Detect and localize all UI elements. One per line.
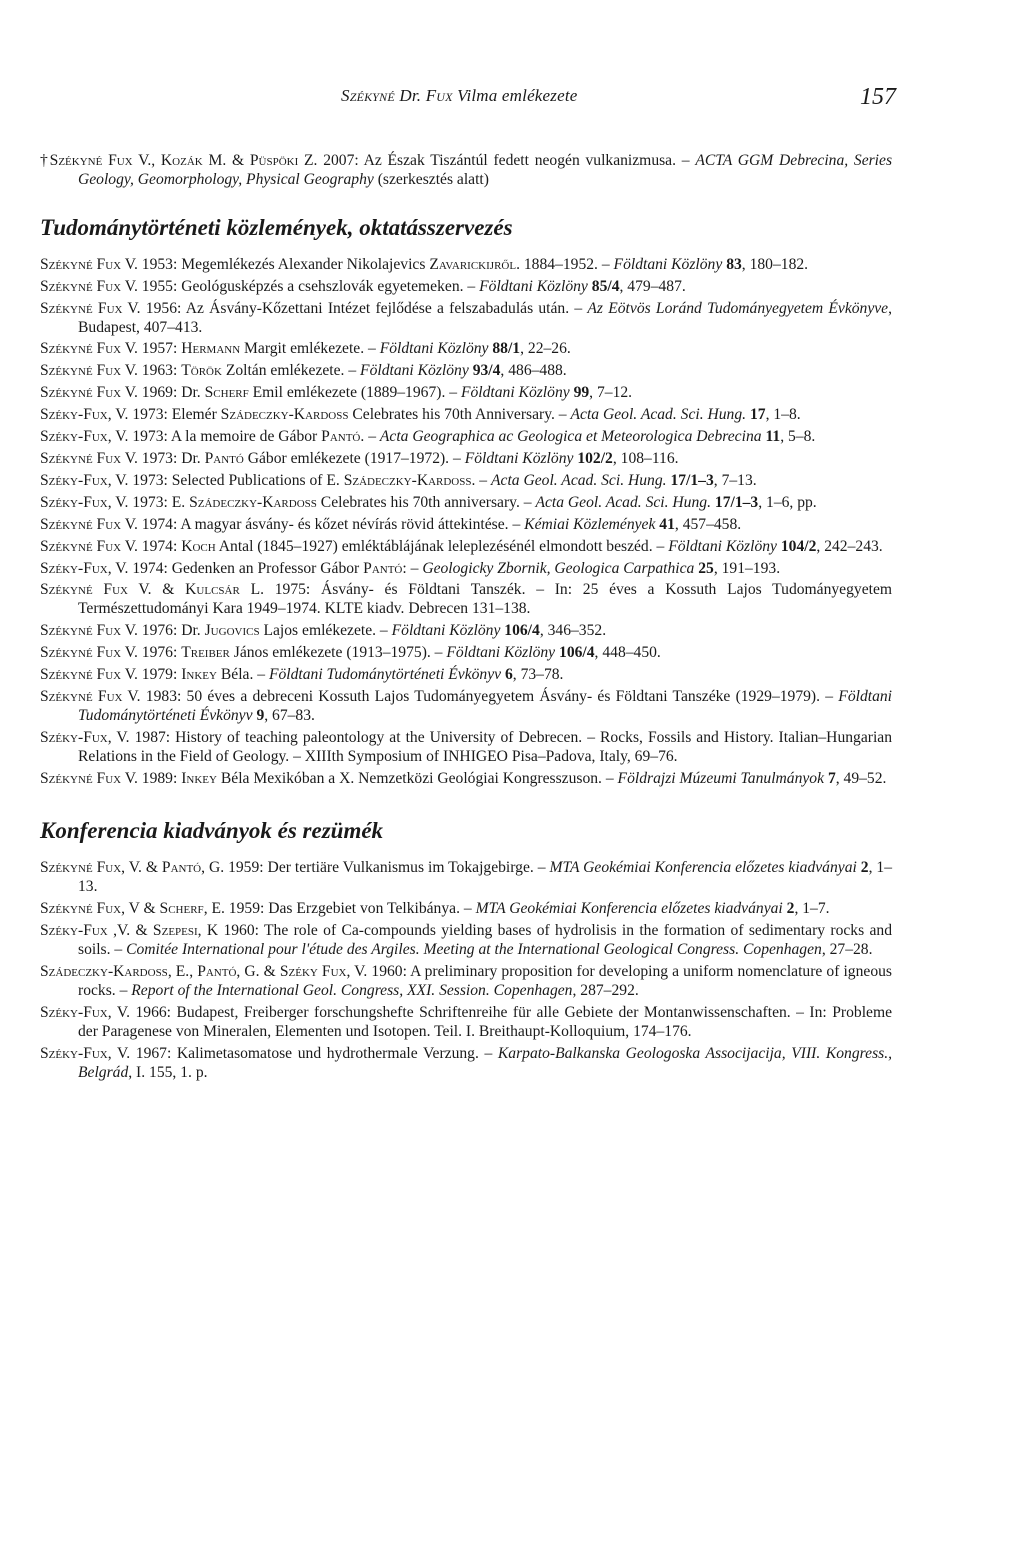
ref-volume: 106/4 <box>559 644 595 662</box>
running-head <box>341 86 578 106</box>
reference-entry <box>40 644 892 663</box>
ref-author: Széky-Fux <box>40 493 108 511</box>
ref-author: Jugovics <box>204 622 260 640</box>
reference-entry <box>40 666 892 685</box>
ref-author: Székyné Fux <box>40 255 122 273</box>
ref-journal: Karpato-Balkanska Geologoska Associjacija, VIII. Kongress., Belgrád <box>78 1044 892 1081</box>
ref-volume: 83 <box>726 255 742 273</box>
ref-author: Széky-Fux <box>40 406 108 424</box>
ref-journal: Földtani Közlöny <box>479 277 588 295</box>
ref-journal: Földtani Közlöny <box>460 384 570 402</box>
ref-text: V. 1976: <box>121 644 182 662</box>
ref-volume: 106/4 <box>504 622 540 640</box>
ref-text: : – <box>402 559 423 577</box>
ref-author: Székyné Fux <box>40 900 122 918</box>
ref-text: . – <box>471 471 491 489</box>
reference-entry <box>40 963 892 1001</box>
ref-author: Szádeczky-Kardoss <box>189 493 317 511</box>
ref-author: Széky-Fux <box>40 559 108 577</box>
ref-journal: Kémiai Közlemények <box>524 515 656 533</box>
dagger-mark: † <box>40 152 50 169</box>
ref-journal: Comitée International pour l'étude des Argiles. Meeting at the International Geological Congress. Copenhagen <box>126 941 822 959</box>
ref-journal: Acta Geographica ac Geologica et Meteorologica Debrecina <box>379 428 762 446</box>
ref-text: , V. 1973: Selected Publications of E. <box>107 471 344 489</box>
ref-text: Margit emlékezete. – <box>240 340 380 358</box>
reference-entry <box>40 256 892 275</box>
ref-volume: 7 <box>827 769 836 787</box>
ref-author: Pantó <box>204 449 244 467</box>
reference-entry <box>40 472 892 491</box>
ref-text: , 49–52. <box>835 769 887 787</box>
ref-text: Béla. – <box>216 666 269 684</box>
ref-text: , 67–83. <box>264 706 315 724</box>
ref-text: , 108–116. <box>612 449 679 467</box>
ref-journal: Az Eötvös Loránd Tudományegyetem Évkönyve <box>587 299 889 317</box>
ref-author: Széky Fux <box>279 963 347 980</box>
ref-text: , V. 1974: Gedenken an Professor Gábor <box>107 559 364 577</box>
ref-text: , 479–487. <box>619 277 686 295</box>
ref-author: Scherf <box>204 384 249 402</box>
ref-text: Béla Mexikóban a X. Nemzetközi Geológiai Kongresszuson. – <box>216 769 618 787</box>
ref-text: , 5–8. <box>780 428 816 446</box>
ref-text: , 242–243. <box>816 537 883 555</box>
ref-author: Inkey <box>181 769 217 787</box>
ref-text: , 287–292. <box>572 981 639 999</box>
sections-container <box>40 214 892 1083</box>
ref-author: Zavarickijről <box>429 255 517 273</box>
ref-journal: Report of the International Geol. Congress, XXI. Session. Copenhagen <box>131 981 573 999</box>
ref-text: 2007: Az Észak Tiszántúl fedett neogén vulkanizmusa. – <box>317 152 696 169</box>
ref-author: Székyné Fux <box>40 515 122 533</box>
ref-text: V. & <box>127 581 186 599</box>
ref-volume: 17/1–3 <box>714 493 759 511</box>
reference-entry <box>40 729 892 767</box>
ref-journal: Földtani Közlöny <box>360 362 469 380</box>
ref-text: , G. & <box>236 963 280 980</box>
ref-author: Székyné Fux <box>40 277 122 295</box>
ref-author: Pantó <box>197 963 237 980</box>
ref-author: Pantó <box>321 428 361 446</box>
ref-text: V. 1957: <box>121 340 182 358</box>
ref-text: , V & <box>121 900 160 918</box>
ref-text: Gábor emlékezete (1917–1972). – <box>243 449 465 467</box>
ref-volume: 85/4 <box>591 277 620 295</box>
reference-entry <box>40 384 892 403</box>
ref-text: , V. 1966: Budapest, Freiberger forschungshefte Schriftenreihe für alle Gebiete der Montanwissenschaften. – In: Probleme der Paragenese von Mineralen, Elementen und Isotopen. Teil. I. Breithaupt-Kolloquium, 174–176. <box>78 1003 892 1040</box>
ref-text: , 448–450. <box>594 644 661 662</box>
ref-text: , 486–488. <box>500 362 567 380</box>
ref-text: , 73–78. <box>512 666 564 684</box>
ref-text: , 7–13. <box>713 471 757 489</box>
reference-entry <box>40 560 892 579</box>
ref-text: Lajos emlékezete. – <box>259 622 392 640</box>
reference-entry <box>40 859 892 897</box>
ref-journal: Földtani Közlöny <box>613 255 723 273</box>
ref-volume: 2 <box>860 859 869 877</box>
ref-volume: 99 <box>573 384 590 402</box>
ref-text: , V. & <box>121 859 162 877</box>
ref-authors: Székyné Fux V., Kozák M. & Püspöki Z. <box>49 152 318 169</box>
ref-journal: Földtani Közlöny <box>464 449 574 467</box>
ref-author: Kulcsár <box>185 581 240 599</box>
ref-text: János emlékezete (1913–1975). – <box>229 644 447 662</box>
ref-text: V. 1963: <box>121 362 182 380</box>
ref-author: Széky-Fux <box>40 1003 108 1021</box>
ref-author: Székyné Fux <box>40 449 122 467</box>
ref-text: V. 1974: <box>121 537 182 555</box>
reference-entry <box>40 622 892 641</box>
ref-volume: 6 <box>504 666 513 684</box>
ref-text: , V. 1973: Elemér <box>107 406 221 424</box>
ref-volume: 104/2 <box>780 537 817 555</box>
reference-entry <box>40 1045 892 1083</box>
ref-author: Székyné Fux <box>40 384 122 402</box>
ref-author: Hermann <box>181 340 241 358</box>
ref-volume: 41 <box>659 515 675 533</box>
ref-volume: 93/4 <box>472 362 501 380</box>
ref-text: , 7–12. <box>589 384 633 402</box>
ref-journal: Földtani Közlöny <box>379 340 489 358</box>
reference-entry <box>40 278 892 297</box>
ref-author: Székyné Fux <box>40 340 122 358</box>
ref-text: V. 1953: Megemlékezés Alexander Nikolajevics <box>121 255 430 273</box>
ref-author: Széky-Fux <box>40 1044 108 1062</box>
ref-text: . 1884–1952. – <box>516 255 614 273</box>
ref-author: Pantó <box>161 859 202 877</box>
ref-author: Székyné Fux <box>40 362 122 380</box>
ref-text: V. 1955: Geológusképzés a csehszlovák egyetemeken. – <box>121 277 480 295</box>
ref-text: , G. 1959: Der tertiäre Vulkanismus im Tokajgebirge. – <box>201 859 550 877</box>
ref-text: , V. 1967: Kalimetasomatose und hydrothermale Verzung. – <box>107 1044 498 1062</box>
ref-text: L. 1975: Ásvány- és Földtani Tanszék. – In: 25 éves a Kossuth Lajos Tudományegyetem Természettudományi Kara 1949–1974. KLTE kiadv. Debrecen 131–138. <box>78 581 892 618</box>
ref-text: , 1–6, pp. <box>758 493 817 511</box>
reference-entry <box>40 450 892 469</box>
ref-text: , 1–8. <box>765 406 801 424</box>
reference-entry <box>40 428 892 447</box>
ref-volume: 17 <box>749 406 766 424</box>
ref-text: V. 1974: A magyar ásvány- és kőzet névírás rövid áttekintése. – <box>121 515 525 533</box>
ref-text: , 22–26. <box>520 340 571 358</box>
ref-text: (szerkesztés alatt) <box>373 170 489 188</box>
ref-text: , 1–13. <box>78 859 893 896</box>
ref-text: ,V. & <box>107 922 153 940</box>
ref-text: , 180–182. <box>741 255 809 273</box>
reference-entry <box>40 362 892 381</box>
ref-author: Pantó <box>363 559 403 577</box>
ref-text: , V. 1973: E. <box>107 493 190 511</box>
ref-text: , Budapest, 407–413. <box>78 299 893 336</box>
ref-text: Antal (1845–1927) emléktáblájának leleplezésénél elmondott beszéd. – <box>215 537 669 555</box>
reference-entry <box>40 900 892 919</box>
ref-text: V. 1976: Dr. <box>121 622 205 640</box>
reference-list <box>40 152 892 1085</box>
reference-entry <box>40 406 892 425</box>
ref-author: Székyné Fux <box>40 859 122 877</box>
ref-journal: Geologicky Zbornik, Geologica Carpathica <box>422 559 695 577</box>
ref-volume: 88/1 <box>492 340 521 358</box>
ref-text: Celebrates his 70th Anniversary. – <box>348 406 571 424</box>
section-gap <box>40 791 892 817</box>
ref-author: Széky-Fux <box>40 428 108 446</box>
ref-author: Treiber <box>181 644 230 662</box>
reference-entry <box>40 922 892 960</box>
ref-text: , 457–458. <box>674 515 742 533</box>
ref-text: Emil emlékezete (1889–1967). – <box>248 384 461 402</box>
ref-text: V. 1973: Dr. <box>121 449 205 467</box>
ref-text: Zoltán emlékezete. – <box>221 362 361 380</box>
ref-journal: Földtani Tudománytörténeti Évkönyv <box>268 666 502 684</box>
ref-journal: Acta Geol. Acad. Sci. Hung. <box>491 471 667 489</box>
ref-text: , E., <box>167 963 198 980</box>
ref-author: Szádeczky-Kardoss <box>40 963 168 980</box>
ref-volume: 2 <box>786 900 795 918</box>
ref-author: Koch <box>181 537 216 555</box>
reference-entry <box>40 340 892 359</box>
ref-author: Székyné Fux <box>40 769 122 787</box>
ref-author: Szádeczky-Kardoss <box>343 471 472 489</box>
ref-volume: 102/2 <box>577 449 613 467</box>
reference-entry <box>40 494 892 513</box>
ref-journal: MTA Geokémiai Konferencia előzetes kiadványai <box>549 859 857 877</box>
ref-text: , V. 1960: A preliminary proposition for developing a uniform nomenclature of igneous rocks. – <box>78 963 892 999</box>
ref-text: , 27–28. <box>821 941 873 959</box>
section-title: Konferencia kiadványok és rezümék <box>40 818 384 844</box>
ref-author: Scherf <box>159 900 204 918</box>
ref-author: Székyné Fux <box>40 644 122 662</box>
ref-author: Török <box>181 362 222 380</box>
ref-volume: 25 <box>698 559 714 577</box>
ref-journal: Földtani Közlöny <box>391 622 501 640</box>
reference-entry <box>40 581 892 619</box>
ref-text: , E. 1959: Das Erzgebiet von Telkibánya. – <box>203 900 476 918</box>
section-title: Tudománytörténeti közlemények, oktatásszervezés <box>40 214 513 240</box>
ref-text: V. 1956: Az Ásvány-Kőzettani Intézet fejlődése a felszabadulás után. – <box>122 299 588 317</box>
ref-author: Székyné Fux <box>40 666 122 684</box>
ref-text: , K 1960: The role of Ca-compounds yielding bases of hydrolisis in the formation of sedimentary rocks and soils. – <box>78 922 892 959</box>
ref-text: , 346–352. <box>539 622 607 640</box>
reference-entry <box>40 770 892 789</box>
intro-reference <box>40 152 892 190</box>
ref-volume: 11 <box>765 428 781 446</box>
ref-author: Szepesi <box>152 922 198 940</box>
ref-text: V. 1989: <box>121 769 182 787</box>
ref-volume: 17/1–3 <box>670 471 714 489</box>
ref-text: V. 1969: Dr. <box>121 384 205 402</box>
ref-journal: Földtani Közlöny <box>668 537 777 555</box>
ref-text: , V. 1987: History of teaching paleontology at the University of Debrecen. – Rocks, Fossils and History. Italian–Hungarian Relations in the Field of Geology. – XIIIth Symposium of INHIGEO Pisa–Padova, Italy, 69–76. <box>78 728 892 765</box>
reference-entry <box>40 300 892 338</box>
ref-journal: MTA Geokémiai Konferencia előzetes kiadványai <box>475 900 783 918</box>
running-head-surname: Fux <box>425 86 453 105</box>
ref-author: Inkey <box>181 666 217 684</box>
ref-journal: ACTA GGM Debrecina, Series Geology, Geomorphology, Physical Geography <box>78 152 893 188</box>
running-head-title: Vilma emlékezete <box>452 86 578 105</box>
running-head-author: Székyné <box>341 86 395 105</box>
ref-text: . – <box>360 428 380 446</box>
ref-text: V. 1983: 50 éves a debreceni Kossuth Lajos Tudományegyetem Ásvány- és Földtani Tanszéke (1929–1979). – <box>122 687 839 705</box>
ref-author: Széky-Fux <box>40 922 108 940</box>
ref-text: , I. 155, 1. p. <box>128 1063 208 1081</box>
running-head-title-prefix: Dr. <box>394 86 426 105</box>
ref-journal: Földtani Tudománytörténeti Évkönyv <box>78 687 893 724</box>
ref-author: Széky-Fux <box>40 471 108 489</box>
ref-text: , 191–193. <box>713 559 781 577</box>
reference-entry <box>40 688 892 726</box>
ref-text: , V. 1973: A la memoire de Gábor <box>107 428 322 446</box>
ref-text: , 1–7. <box>794 900 830 918</box>
ref-author: Székyné Fux <box>40 581 128 599</box>
ref-author: Széky-Fux <box>40 728 108 746</box>
ref-volume: 9 <box>256 706 265 724</box>
ref-journal: Földrajzi Múzeumi Tanulmányok <box>617 769 825 787</box>
ref-author: Székyné Fux <box>40 687 123 705</box>
reference-entry <box>40 516 892 535</box>
ref-text: V. 1979: <box>121 666 182 684</box>
ref-author: Székyné Fux <box>40 537 122 555</box>
ref-journal: Acta Geol. Acad. Sci. Hung. <box>570 406 747 424</box>
ref-journal: Földtani Közlöny <box>446 644 556 662</box>
page-number: 157 <box>860 84 896 110</box>
ref-author: Székyné Fux <box>40 622 122 640</box>
ref-journal: Acta Geol. Acad. Sci. Hung. <box>535 493 711 511</box>
ref-author: Székyné Fux <box>40 299 123 317</box>
reference-entry <box>40 1004 892 1042</box>
ref-text: Celebrates his 70th anniversary. – <box>316 493 536 511</box>
reference-entry <box>40 538 892 557</box>
ref-author: Szádeczky-Kardoss <box>220 406 349 424</box>
